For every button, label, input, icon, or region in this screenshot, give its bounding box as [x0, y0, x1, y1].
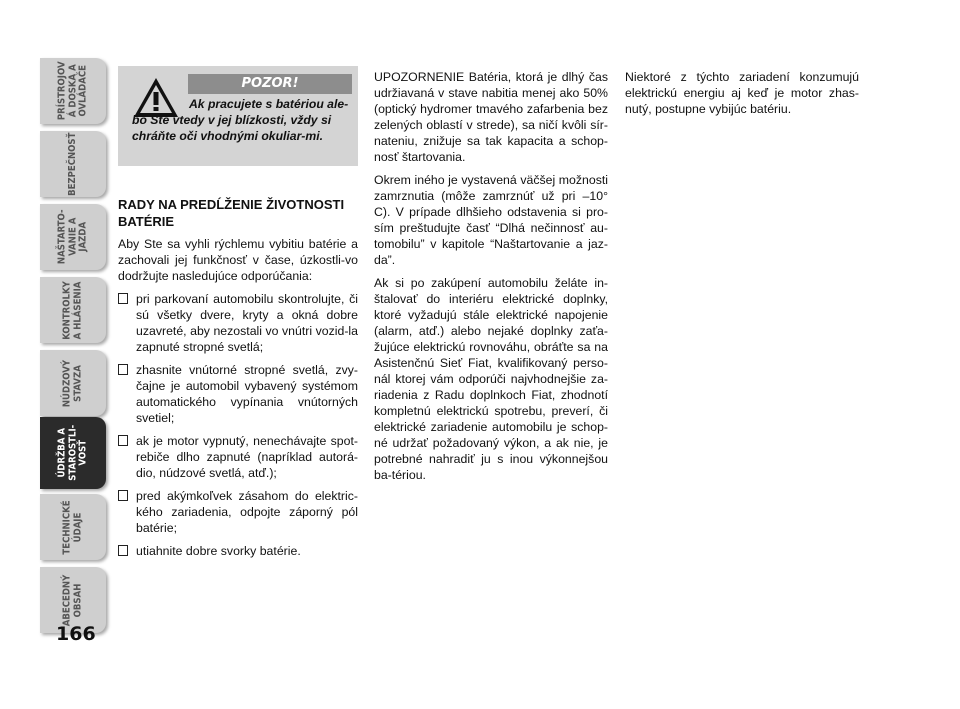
section-title: RADY NA PREDĹŽENIE ŽIVOTNOSTI BATÉRIE	[118, 197, 345, 229]
column-2	[374, 69, 608, 490]
page-number: 166	[56, 623, 96, 645]
tab-label: TECHNICKÉ ÚDAJE	[61, 499, 83, 555]
list-item: pred akýmkoľvek zásahom do elektric-kého zariadenia, odpojte záporný pól batérie;	[118, 488, 358, 536]
list-item: utiahnite dobre svorky batérie.	[118, 543, 358, 559]
paragraph: Niektoré z týchto zariadení konzumujú elektrickú energiu aj keď je motor zhas-nutý, postupne vybijúc batériu.	[625, 70, 859, 116]
checkbox-bullet-icon	[118, 364, 128, 375]
paragraph: Okrem iného je vystavená väčšej možnosti zamrznutia (môže zamrznúť už pri –10° C). V prípade dlhšieho odstavenia si pro-sím preštudujte časť “Dlhá nečinnosť au-tomobilu” v kapitole “Naštartovanie a jaz-da”.	[374, 173, 608, 267]
tab-bezpecnost[interactable]	[40, 131, 106, 197]
tab-label: NÚDZOVÝ STAVZA	[61, 359, 83, 407]
list-item: pri parkovaní automobilu skontrolujte, či sú všetky dvere, kryty a okná dobre uzavreté, aby nezostali vo vnútri vozid-la zapnuté stropné svetlá;	[118, 291, 358, 355]
tab-label: ABECEDNÝ OBSAH	[61, 574, 83, 626]
tab-technicke-udaje[interactable]	[40, 494, 106, 560]
tab-udrzba-active[interactable]	[40, 417, 106, 489]
checkbox-bullet-icon	[118, 435, 128, 446]
column-1	[118, 196, 358, 566]
list-item: ak je motor vypnutý, nenechávajte spot-rebiče dlho zapnuté (napríklad autorá-dio, núdzové svetlá, atď.);	[118, 433, 358, 481]
warning-box	[118, 66, 358, 166]
list-item: zhasnite vnútorné stropné svetlá, zvy-čajne je automobil vybavený systémom automatického vypínania vnútorných svetiel;	[118, 362, 358, 426]
tab-nudzovy-stav[interactable]	[40, 350, 106, 416]
tab-kontrolky[interactable]	[40, 277, 106, 343]
checkbox-bullet-icon	[118, 545, 128, 556]
recommendation-list	[118, 291, 358, 559]
tab-label: BEZPEČNOSŤ	[66, 132, 78, 196]
tab-nastartovanie[interactable]	[40, 204, 106, 270]
paragraph: UPOZORNENIE Batéria, ktorá je dlhý čas udržiavaná v stave nabitia menej ako 50% (optický hydromer tmavého zafarbenia bez zelených oblastí v strede), sa ničí kvôli sír-nateniu, znižuje sa tak kapacita a schop-nosť štartovania.	[374, 70, 608, 164]
tab-label: NAŠTARTO- VANIE A JAZDA	[56, 209, 89, 265]
warning-header: POZOR!	[188, 74, 352, 94]
checkbox-bullet-icon	[118, 490, 128, 501]
paragraph: Ak si po zakúpení automobilu želáte in-štalovať do interiéru elektrické doplnky, ktoré vyžadujú stále elektrické napojenie (alarm, atď.) alebo nejaké doplnky zaťa-žujúce elektrickú rovnováhu, obráťte sa na Asistenčnú Sieť Fiat, kvalifikovaný perso-nál ktorej vám odporúči najvhodnejšie za-riadenia z Radu doplnkoch Fiat, zhodnotí kompletnú elektrickú spotrebu, preverí, či elektrické zariadenie automobilu je schop-né udržať požadovaný výkon, a ak nie, je potrebné nahradiť ju s inou výkonnejšou ba-tériou.	[374, 276, 608, 482]
tab-label: PRÍSTROJOV Á DOSKA A OVLÁDAČE	[56, 61, 89, 121]
tab-label: KONTROLKY A HLÁSENIA	[61, 280, 83, 340]
tab-label: ÚDRŽBA A STAROSTLI- VOSŤ	[56, 425, 89, 481]
tab-pristrojova-doska[interactable]	[40, 58, 106, 124]
column-3	[625, 69, 859, 124]
intro-paragraph: Aby Ste sa vyhli rýchlemu vybitiu batérie a zachovali jej funkčnosť v čase, úzkostli-vo dodržujte nasledujúce odporúčania:	[118, 237, 358, 283]
checkbox-bullet-icon	[118, 293, 128, 304]
warning-text: Ak pracujete s batériou ale-bo Ste vtedy v jej blízkosti, vždy si chráňte oči vhodnými okuliar-mi.	[132, 97, 349, 143]
